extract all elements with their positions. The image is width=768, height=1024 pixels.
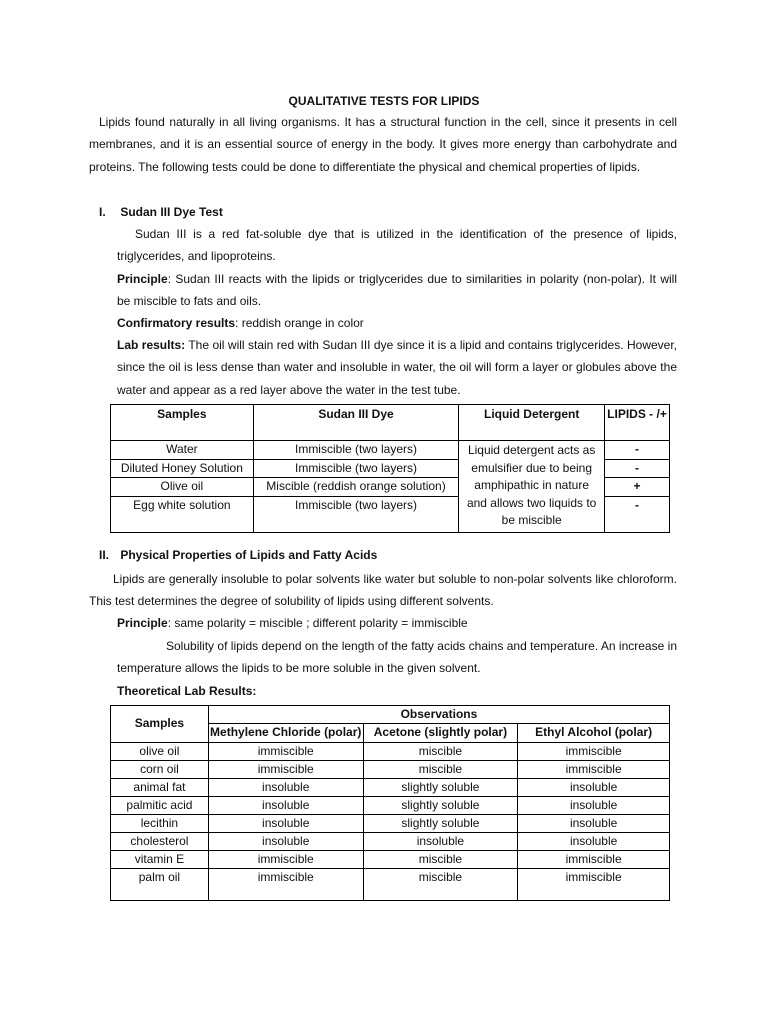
confirmatory-text: : reddish orange in color [235, 316, 364, 330]
solvent-header: Acetone (slightly polar) [363, 724, 518, 743]
table-header: LIPIDS - /+ [605, 405, 670, 441]
sample-cell: palmitic acid [111, 796, 209, 814]
table-row [111, 832, 670, 850]
methylene-chloride-cell: insoluble [208, 778, 363, 796]
section2-title: Physical Properties of Lipids and Fatty Acids [120, 548, 378, 562]
acetone-cell: miscible [363, 760, 518, 778]
sudan-cell: Immiscible (two layers) [253, 459, 459, 478]
sample-cell: Olive oil [111, 478, 254, 497]
observations-header: Observations [208, 706, 669, 724]
methylene-chloride-cell: immiscible [208, 742, 363, 760]
sudan-cell: Immiscible (two layers) [253, 496, 459, 532]
observations-header-row [111, 706, 670, 724]
table-row [111, 850, 670, 868]
acetone-cell: slightly soluble [363, 814, 518, 832]
section1-title: Sudan III Dye Test [120, 205, 223, 219]
section2-solubility: Solubility of lipids depend on the length of the fatty acids chains and temperature. An increase in temperature allows the lipids to be more soluble in the given solvent. [117, 639, 677, 676]
acetone-cell: slightly soluble [363, 796, 518, 814]
ethyl-alcohol-cell: insoluble [518, 832, 670, 850]
sample-cell: lecithin [111, 814, 209, 832]
sample-cell: Egg white solution [111, 496, 254, 532]
acetone-cell: miscible [363, 868, 518, 900]
section2-number: II. [99, 548, 110, 562]
table-row [111, 441, 670, 460]
detergent-note-cell: Liquid detergent acts as emulsifier due to being amphipathic in nature and allows two liquids to be miscible [459, 441, 605, 533]
section2-heading [99, 545, 377, 565]
section2-intro: Lipids are generally insoluble to polar solvents like water but soluble to non-polar solvents like chloroform. This test determines the degree of solubility of lipids using different solvents. [89, 572, 677, 609]
sample-cell: Diluted Honey Solution [111, 459, 254, 478]
table-row [111, 760, 670, 778]
acetone-cell: insoluble [363, 832, 518, 850]
ethyl-alcohol-cell: insoluble [518, 796, 670, 814]
sample-cell: vitamin E [111, 850, 209, 868]
ethyl-alcohol-cell: immiscible [518, 742, 670, 760]
acetone-cell: slightly soluble [363, 778, 518, 796]
sample-cell: olive oil [111, 742, 209, 760]
sudan-cell: Miscible (reddish orange solution) [253, 478, 459, 497]
table-header: Samples [111, 405, 254, 441]
section2-principle [117, 612, 677, 634]
acetone-cell: miscible [363, 742, 518, 760]
ethyl-alcohol-cell: insoluble [518, 814, 670, 832]
intro-paragraph: Lipids found naturally in all living organisms. It has a structural function in the cell, since it presents in cell membranes, and it is an essential source of energy in the body. It gives more energy than carbohydrate and proteins. The following tests could be done to differentiate the physical and chemical properties of lipids. [89, 115, 677, 174]
lipids-cell: + [605, 478, 670, 497]
acetone-cell: miscible [363, 850, 518, 868]
ethyl-alcohol-cell: immiscible [518, 850, 670, 868]
lab-results-text: The oil will stain red with Sudan III dye since it is a lipid and contains triglycerides. However, since the oil is less dense than water and insoluble in water, the oil will form a layer or globules above the water and appear as a red layer above the water in the test tube. [117, 338, 678, 397]
sample-cell: cholesterol [111, 832, 209, 850]
solubility-table [110, 705, 670, 901]
ethyl-alcohol-cell: immiscible [518, 868, 670, 900]
table-header-row [111, 405, 670, 441]
principle-text: : Sudan III reacts with the lipids or triglycerides due to similarities in polarity (non-polar). It will be miscible to fats and oils. [117, 272, 677, 309]
ethyl-alcohol-cell: insoluble [518, 778, 670, 796]
principle-text: : same polarity = miscible ; different polarity = immiscible [167, 616, 468, 630]
table-header: Sudan III Dye [253, 405, 459, 441]
table-row [111, 868, 670, 900]
table-row [111, 796, 670, 814]
methylene-chloride-cell: immiscible [208, 868, 363, 900]
table-row [111, 778, 670, 796]
section1-principle [117, 268, 677, 313]
sample-cell: Water [111, 441, 254, 460]
sudan-cell: Immiscible (two layers) [253, 441, 459, 460]
principle-label: Principle [117, 616, 168, 630]
methylene-chloride-cell: insoluble [208, 796, 363, 814]
section1-lab-results [117, 334, 677, 401]
ethyl-alcohol-cell: immiscible [518, 760, 670, 778]
section1-confirmatory [117, 312, 677, 334]
methylene-chloride-cell: insoluble [208, 832, 363, 850]
section1-heading [99, 202, 223, 222]
samples-header: Samples [111, 706, 209, 743]
section1-number: I. [99, 205, 106, 219]
lipids-cell: - [605, 496, 670, 532]
lipids-cell: - [605, 441, 670, 460]
sample-cell: palm oil [111, 868, 209, 900]
lipids-cell: - [605, 459, 670, 478]
sample-cell: corn oil [111, 760, 209, 778]
page-title: QUALITATIVE TESTS FOR LIPIDS [288, 94, 480, 108]
table-row [111, 814, 670, 832]
theoretical-results-label: Theoretical Lab Results: [117, 684, 257, 698]
confirmatory-label: Confirmatory results [117, 316, 236, 330]
solvent-header: Ethyl Alcohol (polar) [518, 724, 670, 743]
lab-results-label: Lab results: [117, 338, 186, 352]
section1-description: Sudan III is a red fat-soluble dye that is utilized in the identification of the presence of lipids, triglycerides, and lipoproteins. [117, 227, 677, 264]
sudan-test-table [110, 404, 670, 533]
methylene-chloride-cell: immiscible [208, 850, 363, 868]
table-header: Liquid Detergent [459, 405, 605, 441]
table-row [111, 742, 670, 760]
methylene-chloride-cell: immiscible [208, 760, 363, 778]
principle-label: Principle [117, 272, 168, 286]
sample-cell: animal fat [111, 778, 209, 796]
methylene-chloride-cell: insoluble [208, 814, 363, 832]
solvent-header: Methylene Chloride (polar) [208, 724, 363, 743]
